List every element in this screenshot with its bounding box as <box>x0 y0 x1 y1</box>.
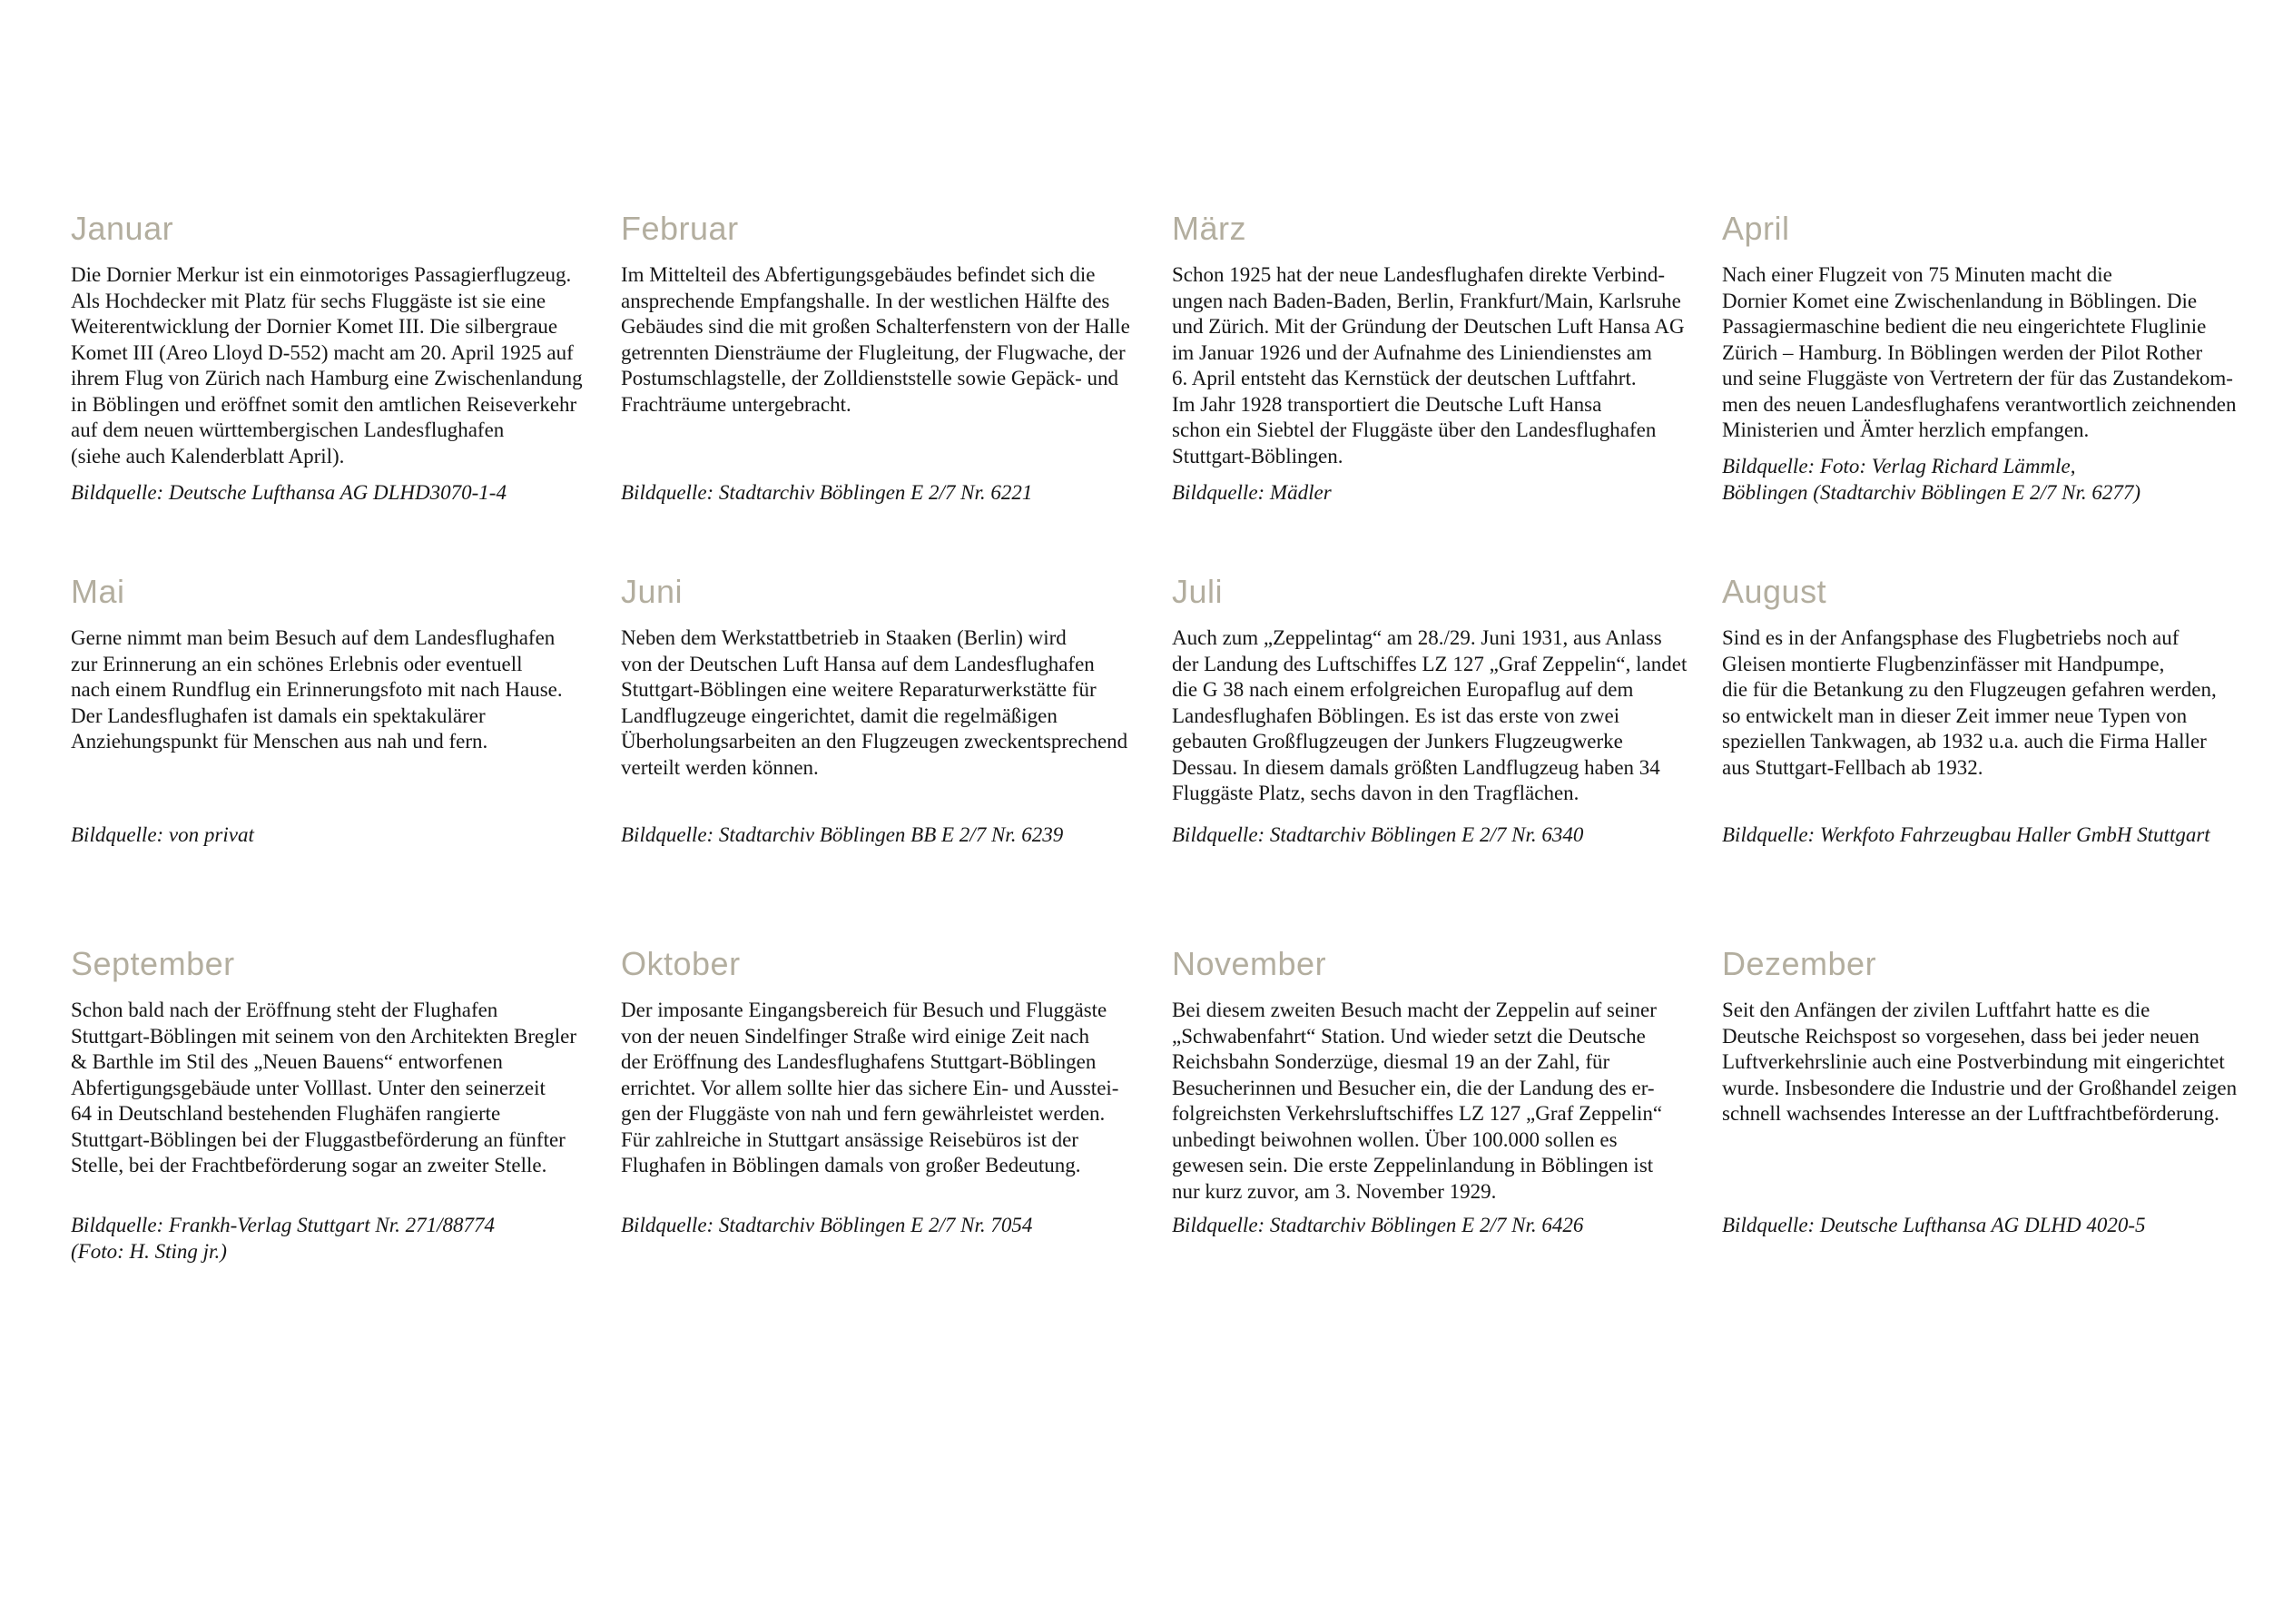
month-block-juli <box>1172 574 1704 941</box>
month-body-text <box>621 625 1127 781</box>
body-line: Frachträume untergebracht. <box>621 392 851 416</box>
body-line: Komet III (Areo Lloyd D-552) macht am 20. April 1925 auf <box>71 340 574 364</box>
body-line: Flughafen in Böblingen damals von großer Bedeutung. <box>621 1154 1081 1176</box>
body-line: im Januar 1926 und der Aufnahme des Liniendienstes am <box>1172 340 1652 364</box>
body-line: Bei diesem zweiten Besuch macht der Zeppelin auf seiner <box>1172 999 1657 1021</box>
body-line: aus Stuttgart-Fellbach ab 1932. <box>1722 755 1983 779</box>
body-line: Überholungsarbeiten an den Flugzeugen zweckentsprechend <box>621 730 1128 753</box>
body-line: 6. April entsteht das Kernstück der deutschen Luftfahrt. <box>1172 367 1637 389</box>
image-source-line: (Foto: H. Sting jr.) <box>71 1239 227 1263</box>
body-line: Weiterentwicklung der Dornier Komet III. Die silbergraue <box>71 315 558 338</box>
body-line: unbedingt beiwohnen wollen. Über 100.000 sollen es <box>1172 1127 1618 1151</box>
body-line: Stuttgart-Böblingen eine weitere Reparaturwerkstätte für <box>621 678 1097 701</box>
body-line: Stuttgart-Böblingen mit seinem von den Architekten Bregler <box>71 1024 576 1048</box>
image-source-line: Bildquelle: Stadtarchiv Böblingen E 2/7 Nr. 7054 <box>621 1214 1033 1236</box>
month-title: März <box>1172 210 1246 247</box>
image-source-line: Bildquelle: Stadtarchiv Böblingen E 2/7 Nr. 6426 <box>1172 1214 1584 1236</box>
body-line: Der Landesflughafen ist damals ein spektakulärer <box>71 704 486 727</box>
body-line: Nach einer Flugzeit von 75 Minuten macht die <box>1722 263 2112 286</box>
image-source-line: Bildquelle: Werkfoto Fahrzeugbau Haller GmbH Stuttgart <box>1722 823 2210 846</box>
month-body-text <box>71 625 563 755</box>
month-body-text <box>1722 262 2236 444</box>
body-line: 64 in Deutschland bestehenden Flughäfen rangierte <box>71 1102 501 1125</box>
body-line: der Eröffnung des Landesflughafens Stuttgart-Böblingen <box>621 1050 1097 1073</box>
image-source-line: Bildquelle: Deutsche Lufthansa AG DLHD 4020-5 <box>1722 1214 2146 1236</box>
body-line: Postumschlagstelle, der Zolldienststelle sowie Gepäck- und <box>621 367 1119 389</box>
month-block-märz <box>1172 211 1704 578</box>
body-line: und seine Fluggäste von Vertretern der für das Zustandekom- <box>1722 367 2233 389</box>
image-source <box>1722 1213 2146 1239</box>
body-line: Gebäudes sind die mit großen Schalterfenstern von der Halle <box>621 315 1130 338</box>
month-title: August <box>1722 573 1827 610</box>
image-source <box>71 480 507 507</box>
month-title: Juni <box>621 573 684 610</box>
image-source <box>1172 1213 1583 1239</box>
body-line: und Zürich. Mit der Gründung der Deutschen Luft Hansa AG <box>1172 315 1685 338</box>
month-body-text <box>621 262 1130 418</box>
month-body-text <box>1172 998 1662 1205</box>
month-title: April <box>1722 210 1790 247</box>
body-line: von der neuen Sindelfinger Straße wird einige Zeit nach <box>621 1024 1090 1048</box>
month-body-text <box>71 262 583 469</box>
image-source <box>621 480 1032 507</box>
body-line: Gleisen montierte Flugbenzinfässer mit Handpumpe, <box>1722 652 2165 675</box>
body-line: zur Erinnerung an ein schönes Erlebnis oder eventuell <box>71 652 523 675</box>
image-source <box>1172 480 1332 507</box>
month-block-februar <box>621 211 1153 578</box>
body-line: Dessau. In diesem damals größten Landflugzeug haben 34 <box>1172 755 1660 779</box>
month-block-oktober <box>621 946 1153 1314</box>
body-line: Im Mittelteil des Abfertigungsgebäudes befindet sich die <box>621 263 1096 286</box>
body-line: in Böblingen und eröffnet somit den amtlichen Reiseverkehr <box>71 392 577 416</box>
body-line: Im Jahr 1928 transportiert die Deutsche Luft Hansa <box>1172 392 1602 416</box>
body-line: Sind es in der Anfangsphase des Flugbetriebs noch auf <box>1722 626 2180 649</box>
body-line: ungen nach Baden-Baden, Berlin, Frankfurt/Main, Karlsruhe <box>1172 289 1681 312</box>
body-line: & Barthle im Stil des „Neuen Bauens“ entworfenen <box>71 1050 503 1073</box>
body-line: die G 38 nach einem erfolgreichen Europaflug auf dem <box>1172 678 1634 701</box>
body-line: Neben dem Werkstattbetrieb in Staaken (Berlin) wird <box>621 626 1067 649</box>
month-body-text <box>71 998 576 1179</box>
month-body-text <box>1172 262 1685 469</box>
body-line: Für zahlreiche in Stuttgart ansässige Reisebüros ist der <box>621 1127 1078 1151</box>
month-block-april <box>1722 211 2254 578</box>
month-block-september <box>71 946 603 1314</box>
body-line: Landflugzeuge eingerichtet, damit die regelmäßigen <box>621 704 1058 727</box>
body-line: ansprechende Empfangshalle. In der westlichen Hälfte des <box>621 289 1110 312</box>
body-line: auf dem neuen württembergischen Landesflughafen <box>71 418 505 441</box>
body-line: Landesflughafen Böblingen. Es ist das erste von zwei <box>1172 704 1620 727</box>
body-line: schon ein Siebtel der Fluggäste über den Landesflughafen <box>1172 418 1657 441</box>
image-source-line: Bildquelle: Stadtarchiv Böblingen E 2/7 Nr. 6221 <box>621 481 1033 504</box>
body-line: Schon bald nach der Eröffnung steht der Flughafen <box>71 999 498 1021</box>
body-line: Dornier Komet eine Zwischenlandung in Böblingen. Die <box>1722 289 2198 312</box>
month-body-text <box>1172 625 1687 807</box>
month-block-august <box>1722 574 2254 941</box>
body-line: speziellen Tankwagen, ab 1932 u.a. auch die Firma Haller <box>1722 730 2207 753</box>
image-source-line: Bildquelle: Foto: Verlag Richard Lämmle, <box>1722 455 2076 477</box>
body-line: verteilt werden können. <box>621 755 819 779</box>
month-block-juni <box>621 574 1153 941</box>
body-line: Fluggäste Platz, sechs davon in den Tragflächen. <box>1172 782 1579 804</box>
month-title: Oktober <box>621 945 741 982</box>
body-line: wurde. Insbesondere die Industrie und der Großhandel zeigen <box>1722 1076 2238 1099</box>
body-line: Passagiermaschine bedient die neu eingerichtete Fluglinie <box>1722 315 2207 338</box>
month-block-januar <box>71 211 603 578</box>
body-line: Auch zum „Zeppelintag“ am 28./29. Juni 1931, aus Anlass <box>1172 626 1662 649</box>
body-line: men des neuen Landesflughafens verantwortlich zeichnenden <box>1722 392 2237 416</box>
month-title: Dezember <box>1722 945 1877 982</box>
image-source <box>71 822 254 849</box>
body-line: Gerne nimmt man beim Besuch auf dem Landesflughafen <box>71 626 556 649</box>
body-line: Die Dornier Merkur ist ein einmotoriges Passagierflugzeug. <box>71 263 572 286</box>
body-line: Abfertigungsgebäude unter Volllast. Unter den seinerzeit <box>71 1076 546 1099</box>
body-line: nach einem Rundflug ein Erinnerungsfoto mit nach Hause. <box>71 678 563 701</box>
body-line: von der Deutschen Luft Hansa auf dem Landesflughafen <box>621 652 1095 675</box>
body-line: ihrem Flug von Zürich nach Hamburg eine Zwischenlandung <box>71 367 583 389</box>
image-source-line: Bildquelle: Stadtarchiv Böblingen E 2/7 Nr. 6340 <box>1172 823 1584 846</box>
body-line: Seit den Anfängen der zivilen Luftfahrt hatte es die <box>1722 999 2150 1021</box>
body-line: Als Hochdecker mit Platz für sechs Fluggäste ist sie eine <box>71 289 546 312</box>
body-line: gen der Fluggäste von nah und fern gewährleistet werden. <box>621 1102 1106 1125</box>
month-body-text <box>1722 625 2217 781</box>
body-line: folgreichsten Verkehrsluftschiffes LZ 127 „Graf Zeppelin“ <box>1172 1102 1663 1125</box>
body-line: Besucherinnen und Besucher ein, die der Landung des er- <box>1172 1076 1655 1099</box>
body-line: errichtet. Vor allem sollte hier das sichere Ein- und Ausstei- <box>621 1076 1119 1099</box>
month-title: Juli <box>1172 573 1224 610</box>
image-source <box>71 1213 495 1265</box>
body-line: Stuttgart-Böblingen bei der Fluggastbeförderung an fünfter <box>71 1127 566 1151</box>
body-line: gewesen sein. Die erste Zeppelinlandung in Böblingen ist <box>1172 1154 1654 1176</box>
image-source <box>621 822 1063 849</box>
body-line: nur kurz zuvor, am 3. November 1929. <box>1172 1179 1497 1203</box>
month-body-text <box>1722 998 2237 1127</box>
image-source <box>1722 454 2140 506</box>
body-line: Reichsbahn Sonderzüge, diesmal 19 an der Zahl, für <box>1172 1050 1610 1073</box>
body-line: die für die Betankung zu den Flugzeugen gefahren werden, <box>1722 678 2217 701</box>
body-line: Stelle, bei der Frachtbeförderung sogar an zweiter Stelle. <box>71 1154 547 1176</box>
month-title: September <box>71 945 235 982</box>
image-source <box>1172 822 1583 849</box>
month-body-text <box>621 998 1118 1179</box>
body-line: Zürich – Hamburg. In Böblingen werden der Pilot Rother <box>1722 340 2203 364</box>
month-title: November <box>1172 945 1327 982</box>
month-block-mai <box>71 574 603 941</box>
body-line: schnell wachsendes Interesse an der Luftfrachtbeförderung. <box>1722 1102 2219 1125</box>
body-line: Schon 1925 hat der neue Landesflughafen direkte Verbind- <box>1172 263 1666 286</box>
image-source-line: Bildquelle: Deutsche Lufthansa AG DLHD3070-1-4 <box>71 481 507 504</box>
body-line: (siehe auch Kalenderblatt April). <box>71 444 345 468</box>
body-line: so entwickelt man in dieser Zeit immer neue Typen von <box>1722 704 2188 727</box>
month-title: Januar <box>71 210 174 247</box>
image-source-line: Bildquelle: Stadtarchiv Böblingen BB E 2/7 Nr. 6239 <box>621 823 1064 846</box>
image-source-line: Bildquelle: Frankh-Verlag Stuttgart Nr. 271/88774 <box>71 1214 495 1236</box>
image-source-line: Bildquelle: Mädler <box>1172 481 1332 504</box>
month-block-dezember <box>1722 946 2254 1314</box>
body-line: Deutsche Reichspost so vorgesehen, dass bei jeder neuen <box>1722 1024 2199 1048</box>
body-line: der Landung des Luftschiffes LZ 127 „Graf Zeppelin“, landet <box>1172 652 1688 675</box>
body-line: „Schwabenfahrt“ Station. Und wieder setzt die Deutsche <box>1172 1024 1646 1048</box>
image-source-line: Bildquelle: von privat <box>71 823 254 846</box>
month-title: Mai <box>71 573 125 610</box>
image-source <box>1722 822 2210 849</box>
body-line: Luftverkehrslinie auch eine Postverbindung mit eingerichtet <box>1722 1050 2225 1073</box>
body-line: Der imposante Eingangsbereich für Besuch und Fluggäste <box>621 999 1107 1021</box>
body-line: Ministerien und Ämter herzlich empfangen. <box>1722 418 2090 441</box>
body-line: gebauten Großflugzeugen der Junkers Flugzeugwerke <box>1172 730 1623 753</box>
image-source <box>621 1213 1032 1239</box>
image-source-line: Böblingen (Stadtarchiv Böblingen E 2/7 Nr. 6277) <box>1722 480 2141 504</box>
month-title: Februar <box>621 210 739 247</box>
month-block-november <box>1172 946 1704 1314</box>
body-line: Anziehungspunkt für Menschen aus nah und fern. <box>71 730 488 753</box>
body-line: getrennten Diensträume der Flugleitung, der Flugwache, der <box>621 340 1126 364</box>
body-line: Stuttgart-Böblingen. <box>1172 444 1343 468</box>
